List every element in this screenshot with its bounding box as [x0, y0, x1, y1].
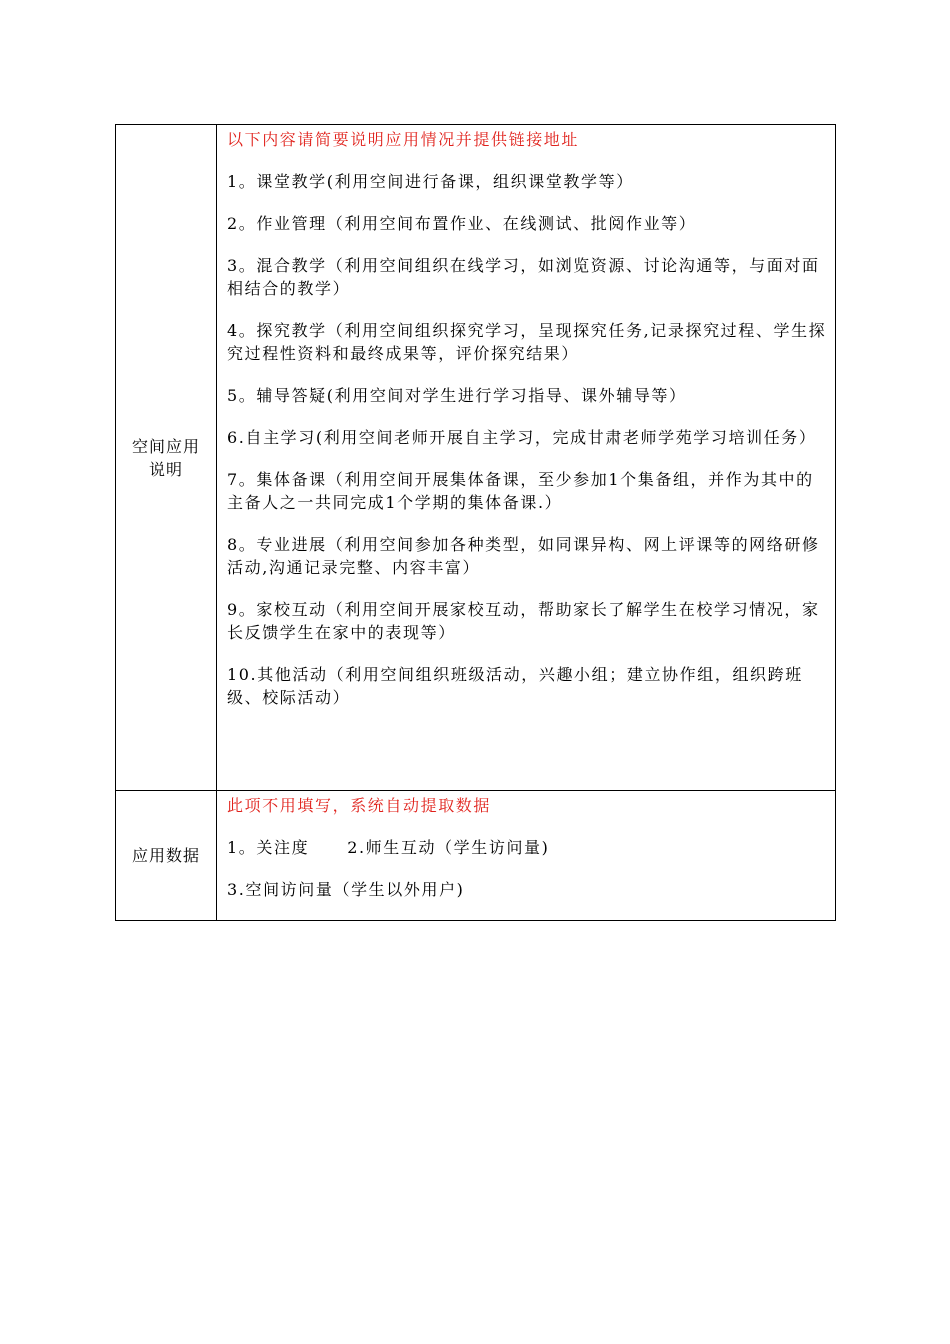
usage-item-3: 3。混合教学（利用空间组织在线学习，如浏览资源、讨论沟通等，与面对面相结合的教学） — [227, 256, 820, 298]
metric-space-visits: 3.空间访问量（学生以外用户) — [227, 880, 465, 899]
data-line-2 — [227, 878, 827, 901]
data-line-1 — [227, 836, 827, 859]
usage-item-9: 9。家校互动（利用空间开展家校互动，帮助家长了解学生在校学习情况，家长反馈学生在家中的表现等） — [227, 600, 820, 642]
usage-row — [116, 125, 836, 791]
usage-item-5: 5。辅导答疑(利用空间对学生进行学习指导、课外辅导等） — [227, 386, 687, 405]
metric-attention: 1。关注度 — [227, 838, 310, 857]
usage-item-4: 4。探究教学（利用空间组织探究学习，呈现探究任务,记录探究过程、学生探究过程性资料和最终成果等，评价探究结果） — [227, 321, 827, 363]
usage-item-6: 6.自主学习(利用空间老师开展自主学习，完成甘肃老师学苑学习培训任务） — [227, 428, 817, 447]
usage-item-10: 10.其他活动（利用空间组织班级活动，兴趣小组；建立协作组，组织跨班级、校际活动） — [227, 665, 803, 707]
usage-item-2: 2。作业管理（利用空间布置作业、在线测试、批阅作业等） — [227, 214, 697, 233]
usage-item-7: 7。集体备课（利用空间开展集体备课，至少参加1个集备组，并作为其中的主备人之一共同完成1个学期的集体备课.） — [227, 470, 814, 512]
data-content-cell — [217, 791, 836, 921]
usage-label: 空间应用说明 — [131, 436, 200, 479]
data-label: 应用数据 — [131, 846, 200, 865]
metric-interaction: 2.师生互动（学生访问量) — [347, 838, 550, 857]
usage-note: 以下内容请简要说明应用情况并提供链接地址 — [227, 130, 580, 149]
data-note: 此项不用填写，系统自动提取数据 — [227, 796, 492, 815]
usage-item-8: 8。专业进展（利用空间参加各种类型，如同课异构、网上评课等的网络研修活动,沟通记录完整、内容丰富） — [227, 535, 820, 577]
usage-label-cell — [116, 125, 217, 791]
usage-content-cell — [217, 125, 836, 791]
usage-item-1: 1。课堂教学(利用空间进行备课，组织课堂教学等） — [227, 172, 634, 191]
application-form-table — [115, 124, 836, 921]
data-label-cell — [116, 791, 217, 921]
data-row — [116, 791, 836, 921]
